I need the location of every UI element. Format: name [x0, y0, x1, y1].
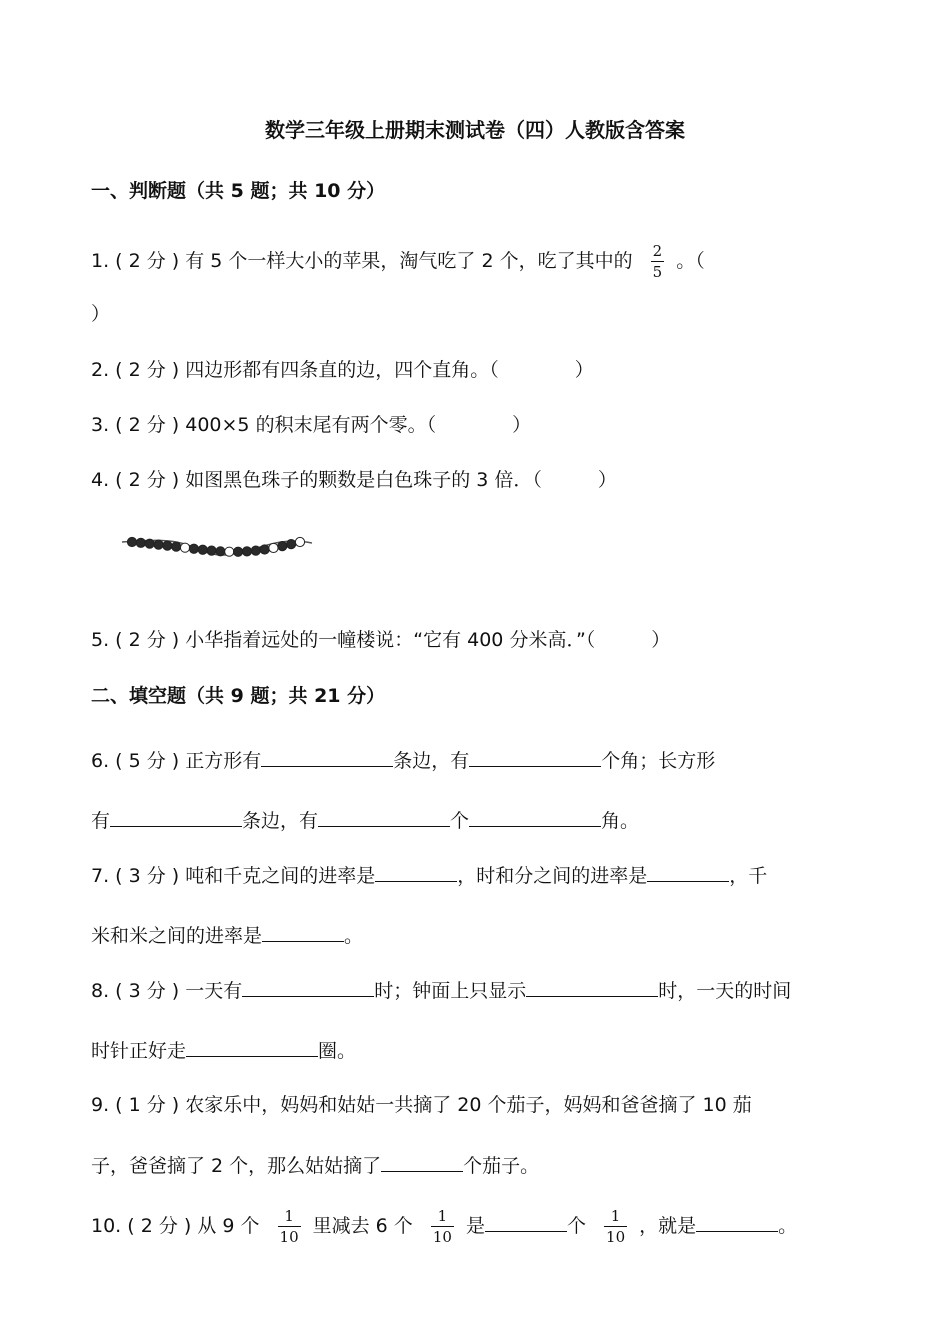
section-heading-true-false: 一、判断题（共 5 题；共 10 分） [91, 180, 386, 202]
question-6-text-f: 个 [450, 810, 470, 832]
question-5-close: ） [651, 629, 671, 651]
question-3-text: 400×5 的积末尾有两个零。（ [185, 414, 437, 436]
black-bead [145, 539, 154, 548]
question-10-text-e: ，就是 [639, 1215, 697, 1237]
answer-blank[interactable] [110, 808, 242, 827]
fraction-numerator: 1 [284, 1207, 294, 1225]
question-5 [91, 628, 670, 652]
question-3-head: 3. ( 2 分 ) [91, 414, 186, 436]
question-10-text-f: 。 [778, 1215, 798, 1237]
question-4-text: 如图黑色珠子的颗数是白色珠子的 3 倍．（ [185, 469, 542, 491]
question-8-text-a: 一天有 [185, 980, 243, 1002]
white-bead [180, 543, 189, 552]
question-10-text-a: 从 9 个 [197, 1215, 260, 1237]
question-9-text-b: 子，爸爸摘了 2 个，那么姑姑摘了 [91, 1155, 382, 1177]
question-7-line-2 [91, 923, 363, 948]
question-8 [91, 978, 791, 1003]
question-6-text-e: 条边，有 [242, 810, 319, 832]
question-9-text-c: 个茄子。 [463, 1155, 540, 1177]
fraction-denominator: 5 [652, 263, 663, 281]
black-bead [287, 540, 296, 549]
question-3 [91, 413, 531, 437]
question-4-head: 4. ( 2 分 ) [91, 469, 186, 491]
question-10-text-c: 是 [465, 1215, 485, 1237]
answer-blank[interactable] [262, 923, 344, 942]
black-bead [189, 544, 198, 553]
string-of-beads-image [120, 526, 315, 570]
answer-blank[interactable] [261, 748, 393, 767]
question-1-text: 有 5 个一样大小的苹果，淘气吃了 2 个，吃了其中的 [185, 250, 633, 272]
question-6-text-c: 个角；长方形 [601, 750, 716, 772]
question-7-text-e: 。 [344, 925, 364, 947]
question-7-text-c: ，千 [729, 865, 768, 887]
fraction-bar [651, 261, 665, 262]
black-bead [136, 538, 145, 547]
answer-blank[interactable] [526, 978, 658, 997]
question-8-head: 8. ( 3 分 ) [91, 980, 186, 1002]
question-5-text: 小华指着远处的一幢楼说：“它有 400 分米高．”（ [185, 629, 596, 651]
question-2-close: ） [574, 359, 594, 381]
fraction-bar [431, 1226, 454, 1227]
black-bead [260, 545, 269, 554]
question-6-text-b: 条边，有 [393, 750, 470, 772]
question-10-head: 10. ( 2 分 ) [91, 1215, 198, 1237]
question-9-text-a: 农家乐中，妈妈和姑姑一共摘了 20 个茄子，妈妈和爸爸摘了 10 茄 [185, 1094, 752, 1116]
question-1 [91, 243, 705, 280]
fraction-numerator: 1 [610, 1207, 621, 1225]
answer-blank[interactable] [375, 863, 457, 882]
black-bead [251, 546, 260, 555]
black-bead [198, 545, 207, 554]
question-9-line-2 [91, 1153, 539, 1178]
answer-blank[interactable] [242, 978, 374, 997]
fraction-bar [278, 1226, 301, 1227]
fraction-bar [604, 1226, 627, 1227]
answer-blank[interactable] [485, 1213, 567, 1232]
answer-blank[interactable] [381, 1153, 463, 1172]
black-bead [242, 547, 251, 556]
question-8-text-e: 圈。 [318, 1040, 357, 1062]
question-2 [91, 358, 594, 382]
answer-blank[interactable] [186, 1038, 318, 1057]
question-2-head: 2. ( 2 分 ) [91, 359, 186, 381]
question-6-text-d: 有 [91, 810, 111, 832]
fraction-one-tenth [431, 1208, 454, 1245]
black-bead [278, 542, 287, 551]
question-7-text-b: ，时和分之间的进率是 [457, 865, 648, 887]
fraction-one-tenth [278, 1208, 301, 1245]
black-bead [207, 546, 216, 555]
question-6-text-g: 角。 [601, 810, 640, 832]
question-7-text-d: 米和米之间的进率是 [91, 925, 263, 947]
question-1-head: 1. ( 2 分 ) [91, 250, 186, 272]
black-bead [154, 540, 163, 549]
page-title: 数学三年级上册期末测试卷（四）人教版含答案 [265, 118, 685, 142]
question-6-head: 6. ( 5 分 ) [91, 750, 186, 772]
fraction-numerator: 1 [437, 1207, 448, 1225]
question-8-text-c: 时，一天的时间 [658, 980, 792, 1002]
answer-blank[interactable] [696, 1213, 778, 1232]
black-bead [234, 547, 243, 556]
question-7-text-a: 吨和千克之间的进率是 [185, 865, 376, 887]
section-heading-fill-blank: 二、填空题（共 9 题；共 21 分） [91, 685, 386, 707]
white-bead [269, 543, 278, 552]
question-7 [91, 863, 767, 888]
question-4 [91, 468, 617, 492]
fraction-one-tenth [604, 1208, 627, 1245]
answer-blank[interactable] [469, 808, 601, 827]
black-bead [216, 547, 225, 556]
fraction-numerator: 2 [652, 242, 663, 260]
white-bead [295, 537, 304, 546]
question-8-text-b: 时；钟面上只显示 [374, 980, 527, 1002]
question-4-close: ） [597, 469, 617, 491]
answer-blank[interactable] [647, 863, 729, 882]
answer-blank[interactable] [469, 748, 601, 767]
black-bead [127, 537, 136, 546]
question-7-head: 7. ( 3 分 ) [91, 865, 186, 887]
fraction-denominator: 10 [606, 1228, 626, 1246]
question-3-close: ） [512, 414, 532, 436]
question-6 [91, 748, 715, 773]
question-9 [91, 1093, 752, 1117]
question-5-head: 5. ( 2 分 ) [91, 629, 186, 651]
question-6-line-2 [91, 808, 639, 833]
question-2-text: 四边形都有四条直的边，四个直角。（ [185, 359, 499, 381]
answer-blank[interactable] [318, 808, 450, 827]
question-8-line-2 [91, 1038, 356, 1063]
question-1-close: ） [91, 303, 111, 325]
question-1-tail: 。（ [676, 250, 705, 272]
question-6-text-a: 正方形有 [185, 750, 262, 772]
question-8-text-d: 时针正好走 [91, 1040, 187, 1062]
black-bead [163, 541, 172, 550]
question-10-text-b: 里减去 6 个 [312, 1215, 413, 1237]
question-10 [91, 1208, 797, 1245]
question-10-text-d: 个 [566, 1215, 586, 1237]
fraction-denominator: 10 [432, 1228, 452, 1246]
fraction-denominator: 10 [279, 1228, 299, 1246]
question-9-head: 9. ( 1 分 ) [91, 1094, 186, 1116]
black-bead [172, 542, 181, 551]
fraction-two-fifths [651, 243, 665, 280]
white-bead [225, 547, 234, 556]
